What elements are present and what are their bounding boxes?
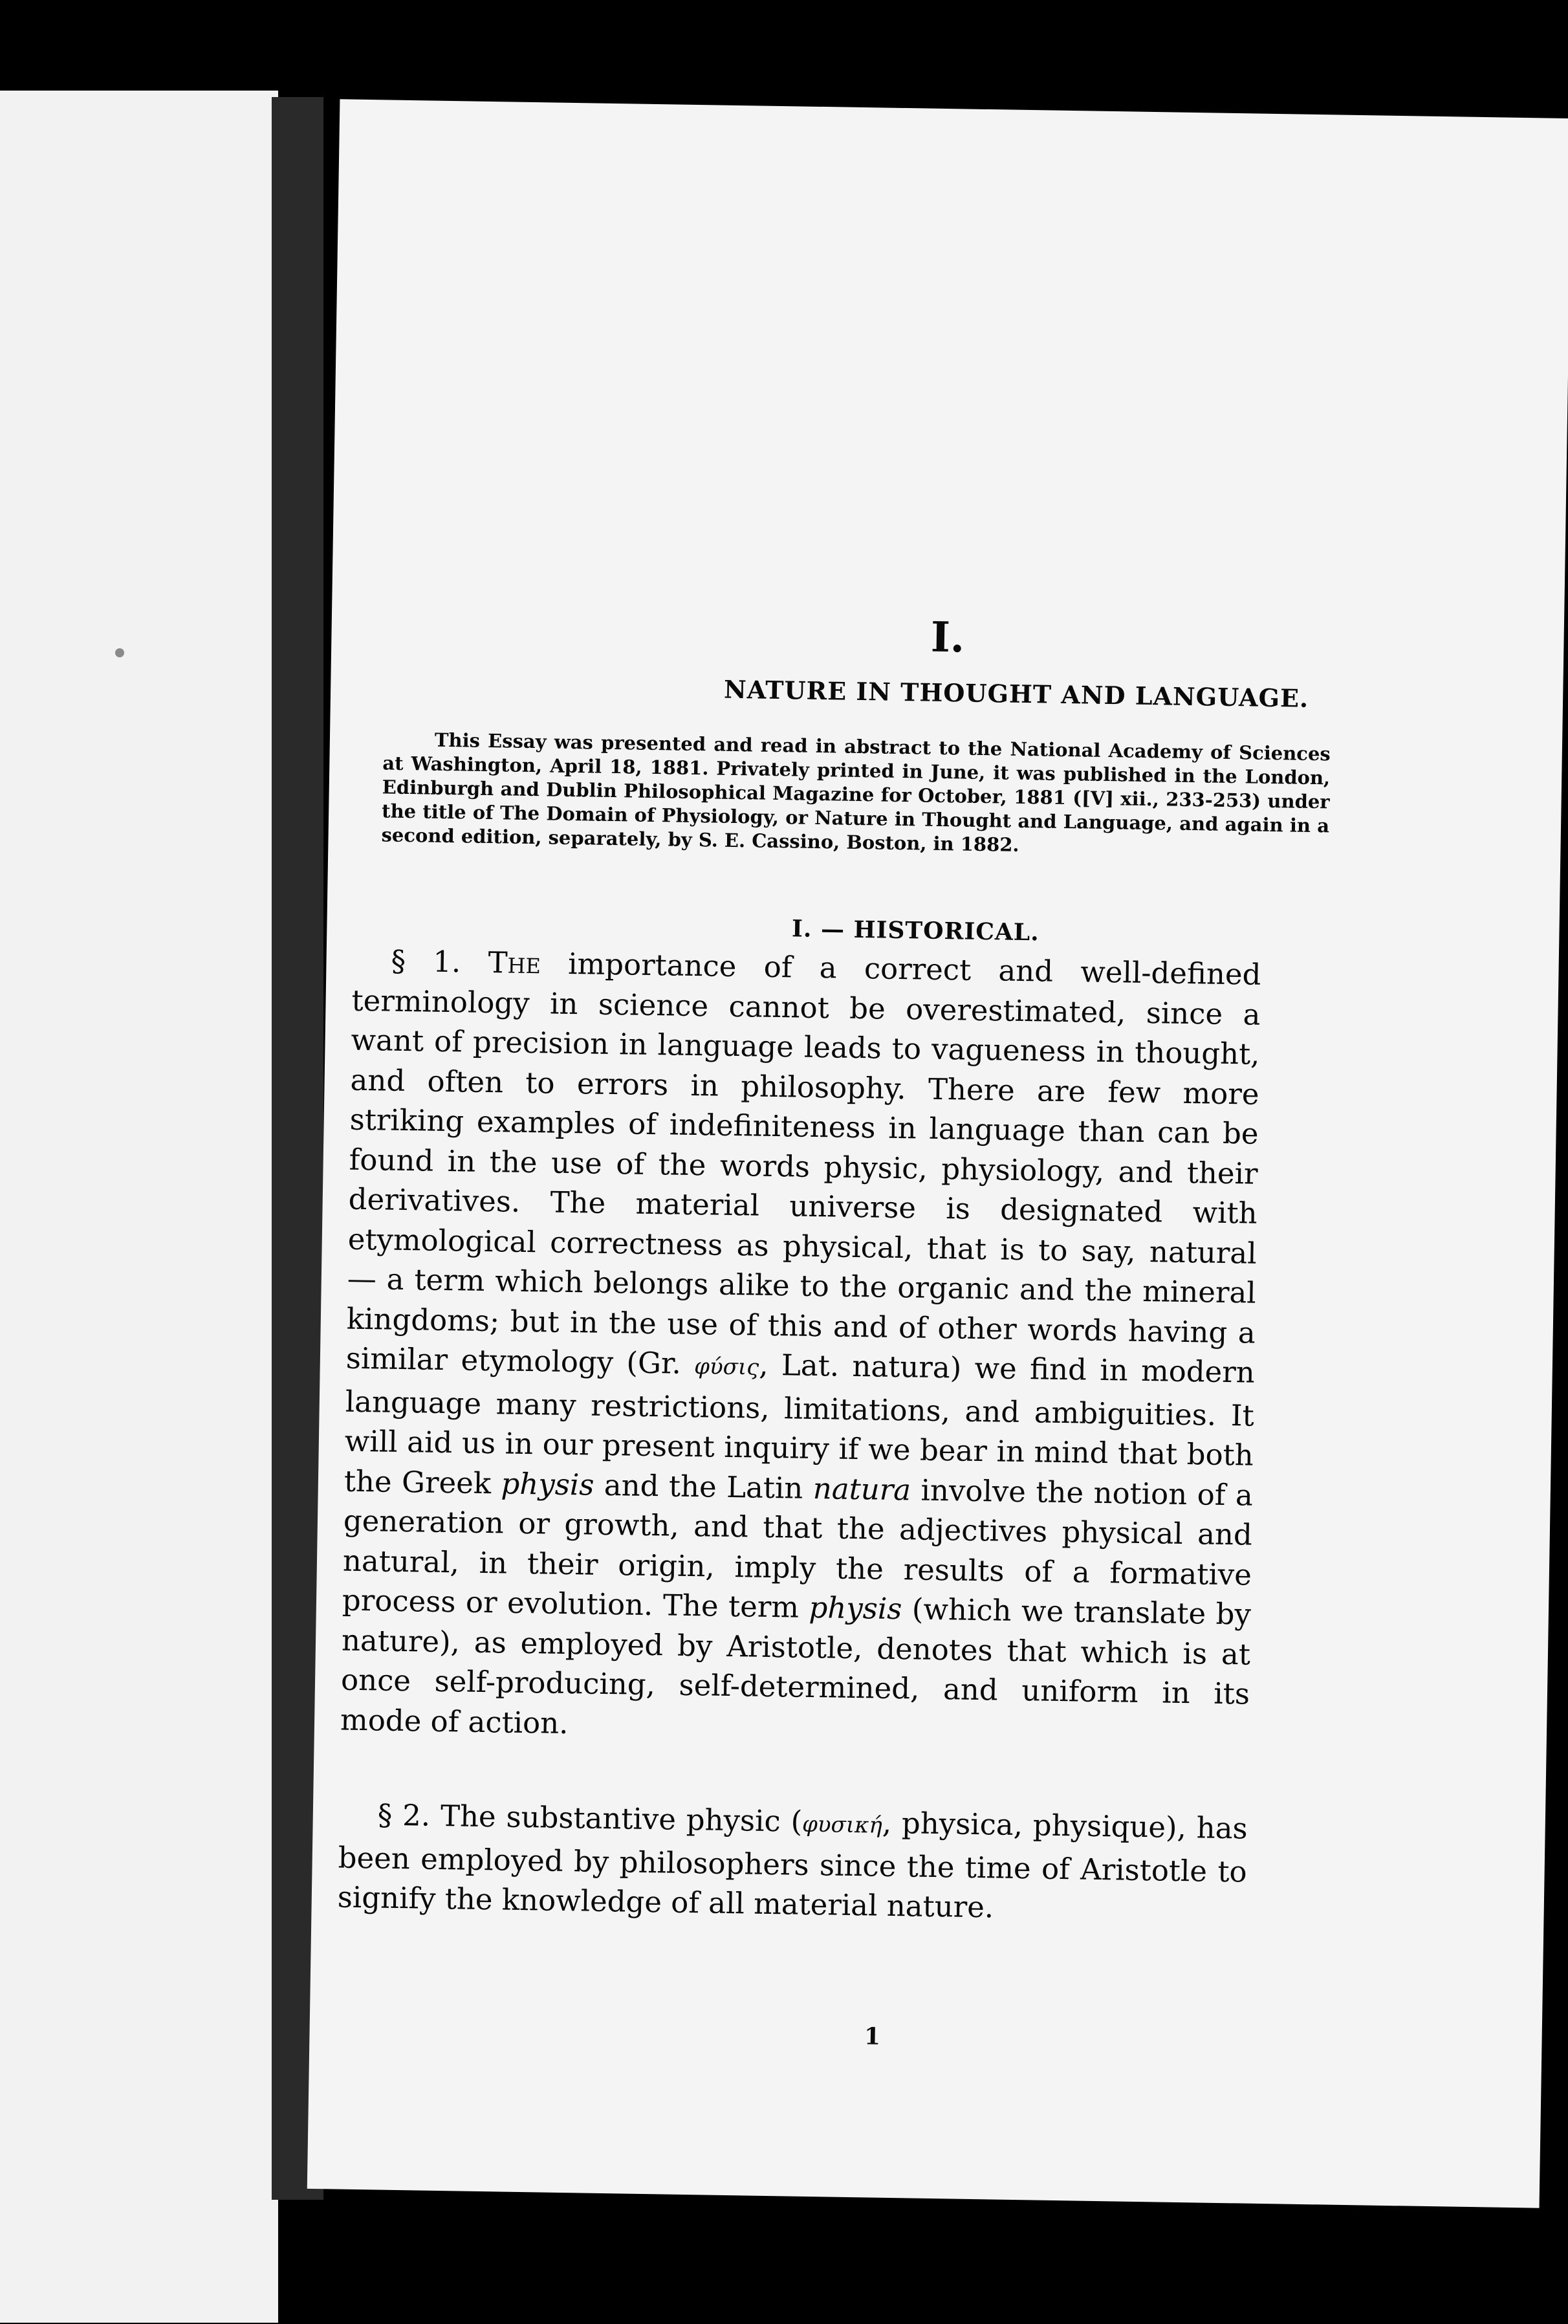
natura-italic: natura [812,1471,911,1507]
chapter-numeral: I. [930,613,965,663]
page-speck [115,648,124,657]
paragraph-1-text-a: importance of a correct and well-defined terminology in science cannot be overestimated, since a want of precision in language leads to vagueness in thought, and often to errors in philosophy. There are few more striking examples of indefiniteness in language than can be found in the use of the words physic, physiology, and their derivatives. The material universe is designated with etymological correctness as physical, that is to say, natural — a term which belongs alike to the organic and the mineral kingdoms; but in the use of this and of other words having a similar etymology (Gr. [345,946,1261,1381]
book-page [307,99,1568,2208]
section-heading: I. — HISTORICAL. [791,915,1040,947]
paragraph-1 [340,941,1261,1754]
paragraph-2-text-a: The substantive physic ( [440,1799,803,1839]
paragraph-2-text-b: , physica, physique), has been employed by philosophers since the time of Aristotle to signify the knowledge of all material nature. [337,1805,1248,1925]
paragraph-1-text-b: , Lat. natura) we find in modern language many restrictions, limitations, and ambiguities. It will aid us in our present inquiry if we bear in mind that both the Greek [343,1347,1256,1500]
facing-page [0,91,278,2323]
publication-note: This Essay was presented and read in abstract to the National Academy of Sciences at Washington, April 18, 1881. Privately printed in June, it was published in the London, Edinburgh and Dublin Philosophical Magazine for October, 1881 ([V] xii., 233-253) under the title of The Domain of Physiology, or Nature in Thought and Language, and again in a second edition, separately, by S. E. Cassino, Boston, in 1882. [381,729,1331,856]
section-marker-2: § 2. [377,1797,431,1833]
greek-physike: φυσική [801,1811,883,1839]
paragraph-2 [337,1795,1248,1932]
page-content [337,99,1568,2050]
physis-italic-1: physis [501,1465,594,1502]
paragraph-1-text-e: (which we translate by nature), as employed by Aristotle, denotes that which is at once self-producing, self-determined, and uniform in its mode of action. [340,1592,1252,1740]
paragraph-1-text-d: involve the notion of a generation or growth, and that the adjectives physical and natural, in their origin, imply the results of a formative process or evolution. The term [342,1473,1254,1625]
section-marker-1: § 1. [391,943,461,980]
greek-physis: φύσις [693,1354,759,1381]
paragraph-1-text-c: and the Latin [604,1467,803,1506]
page-number: 1 [864,2023,881,2050]
essay-title: NATURE IN THOUGHT AND LANGUAGE. [723,674,1309,713]
lead-word: The [488,945,541,981]
physis-italic-2: physis [809,1590,902,1627]
